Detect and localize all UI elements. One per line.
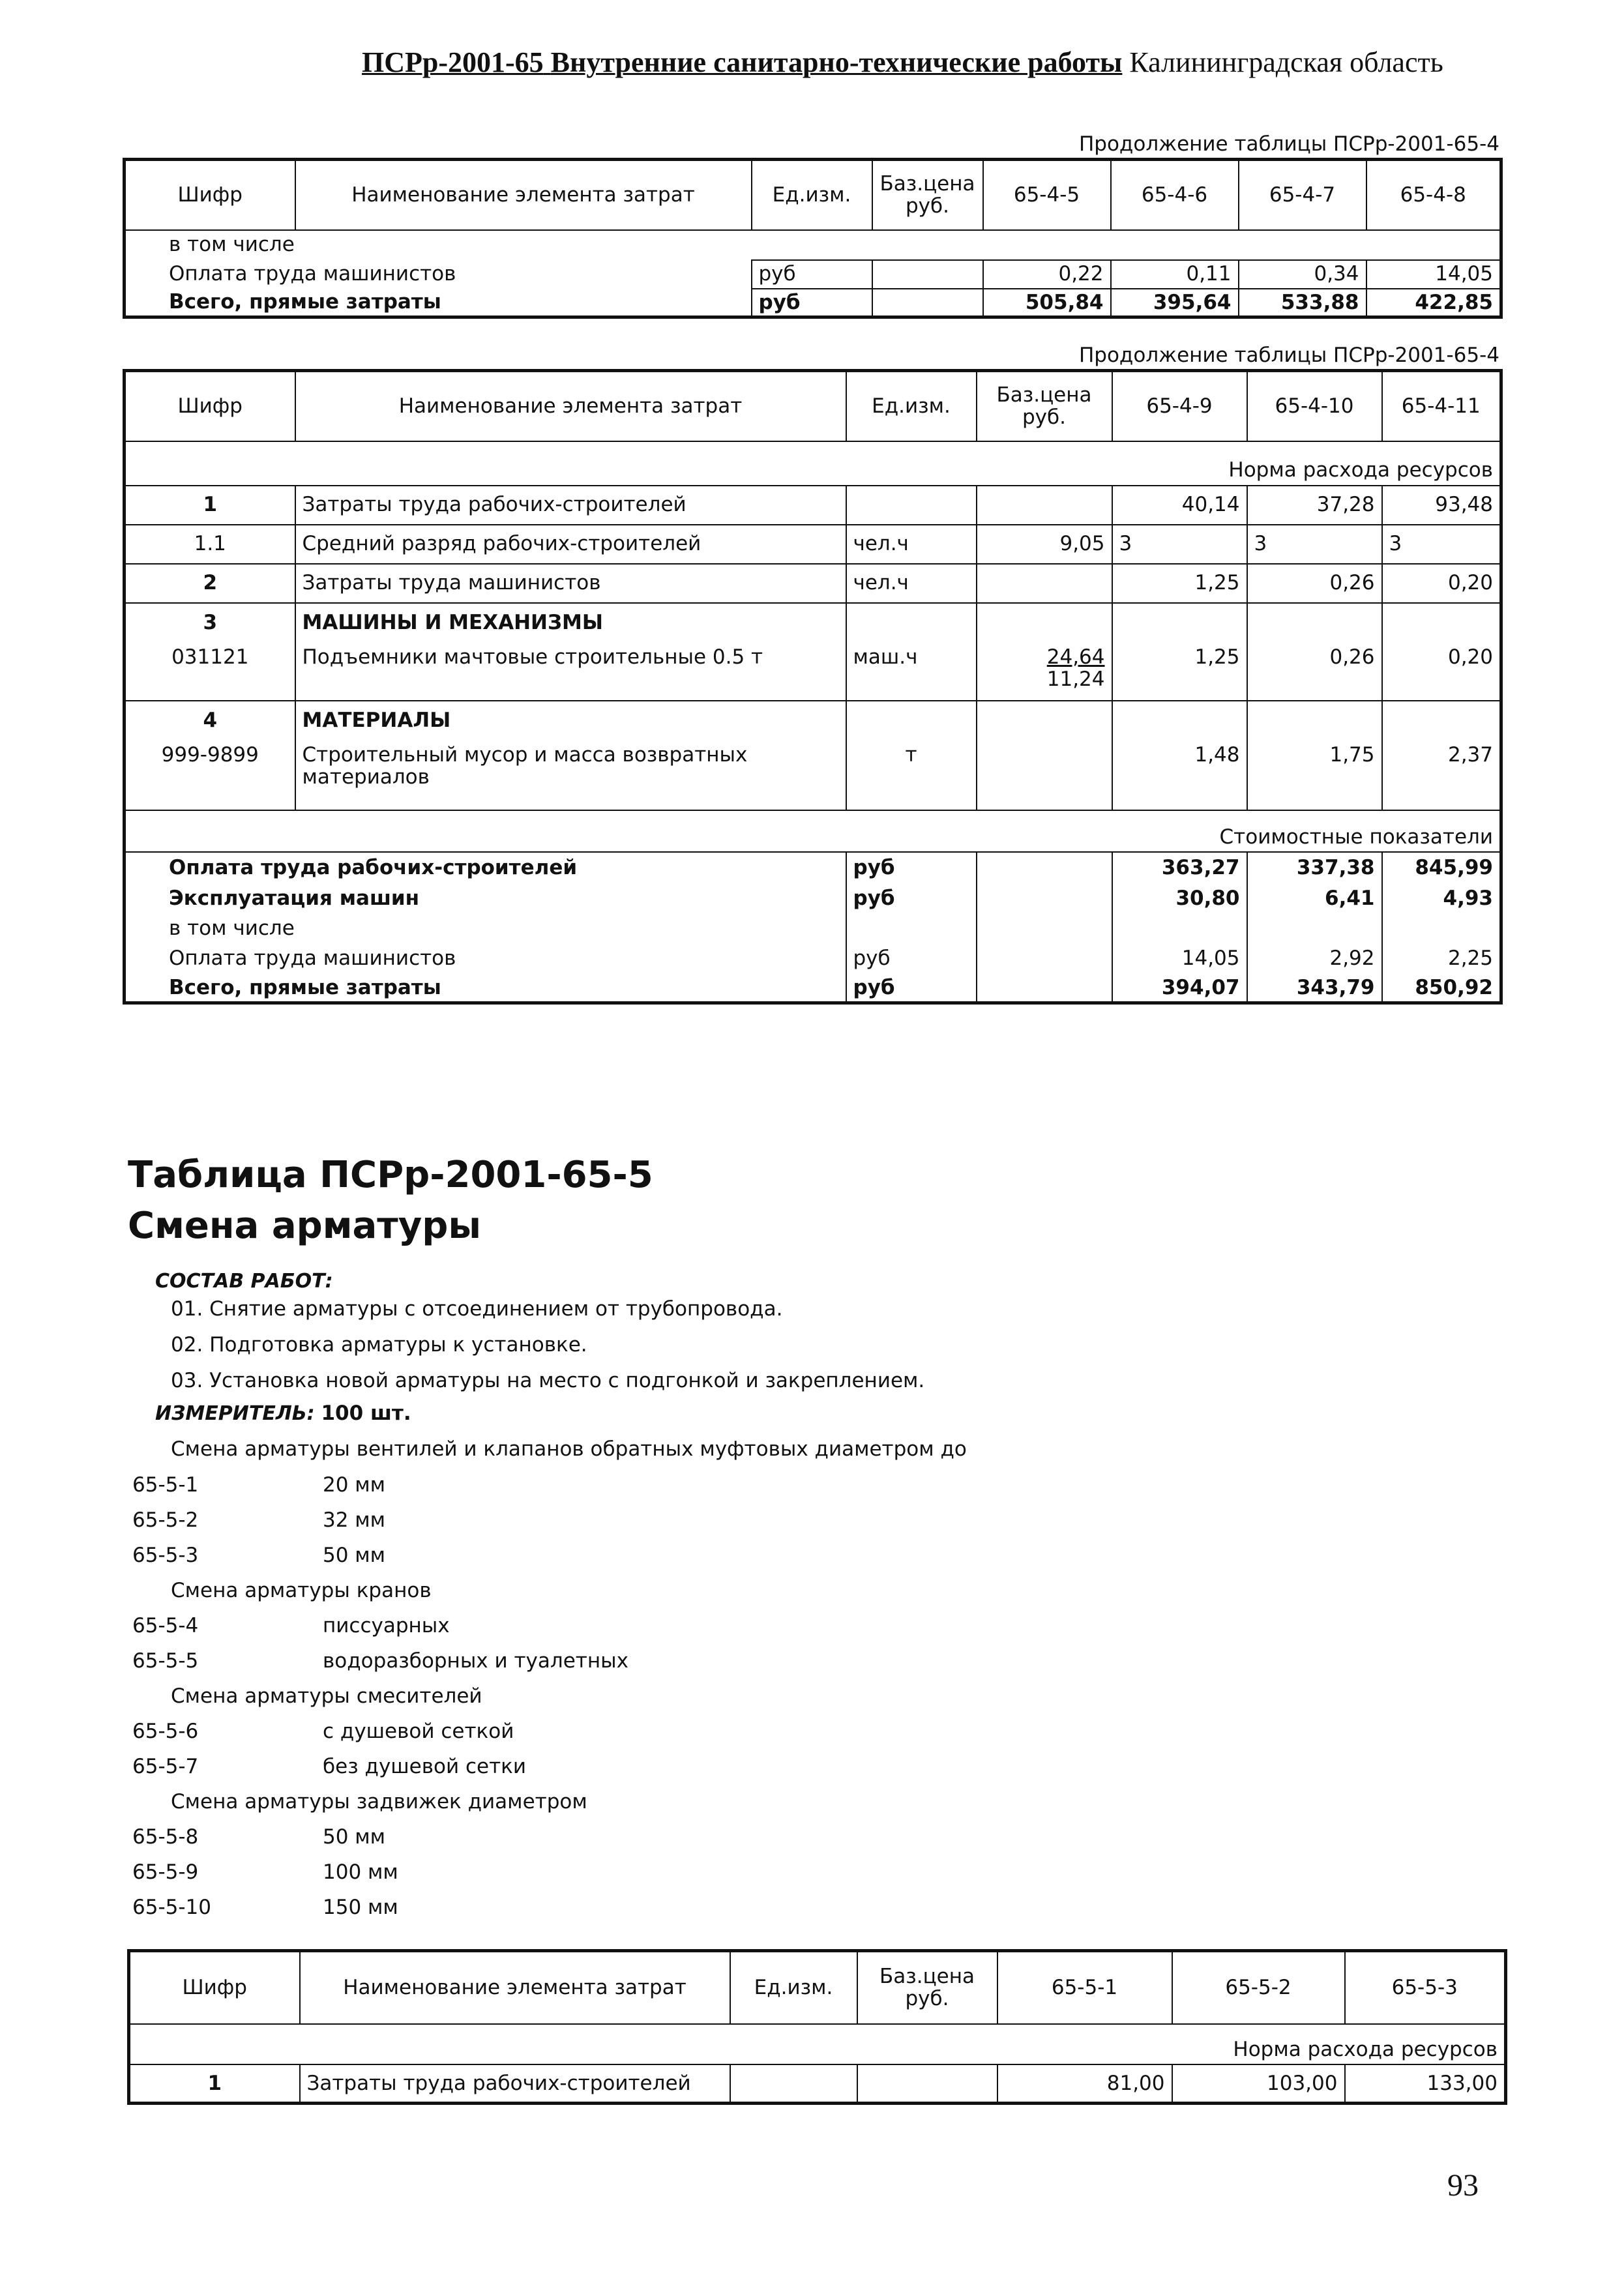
row-unit [846,915,977,943]
item-label: водоразборных и туалетных [323,1649,628,1673]
row-name: Затраты труда рабочих-строителей [295,486,846,525]
row-price [977,975,1112,1003]
row-name: Затраты труда рабочих-строителей [300,2064,730,2104]
row-price [977,943,1112,975]
row-code: 4 [125,701,295,740]
item-label: 32 мм [323,1508,386,1532]
item-label: с душевой сеткой [323,1720,514,1743]
section-subtitle: Смена арматуры [128,1205,481,1247]
work-item: 03. Установка новой арматуры на место с подгонкой и закреплением. [171,1369,925,1392]
table-row [125,740,1501,810]
item-code: 65-5-10 [132,1896,211,1919]
measure-line [155,1402,411,1425]
table3 [127,1949,1507,2105]
row-code: 1 [129,2064,300,2104]
cell-value: 363,27 [1112,852,1247,883]
table-row [125,603,1501,642]
table-row [125,701,1501,740]
row-unit: руб [752,260,872,289]
cell-value: 0,11 [1111,260,1239,289]
th-price: Баз.цена руб. [857,1951,997,2024]
cell-value: 40,14 [1112,486,1247,525]
row-name: Оплата труда машинистов [125,943,846,975]
cell-value: 850,92 [1382,975,1501,1003]
cell-value: 422,85 [1366,289,1501,317]
cell-value: 81,00 [997,2064,1172,2104]
row-code: 1 [125,486,295,525]
cell-value: 3 [1112,525,1247,564]
item-code: 65-5-2 [132,1508,199,1532]
table-row [129,2064,1506,2104]
th-col: 65-4-8 [1366,160,1501,230]
row-unit: чел.ч [846,564,977,603]
cell-value: 2,37 [1382,740,1501,810]
cell-value: 395,64 [1111,289,1239,317]
th-col: 65-4-10 [1247,371,1382,441]
row-unit: руб [846,883,977,915]
cell-value [1382,603,1501,642]
table-row [125,975,1501,1003]
page-number: 93 [1447,2168,1479,2203]
row-unit: руб [752,289,872,317]
cell-value [1112,915,1247,943]
row-unit [846,603,977,642]
table-row [125,852,1501,883]
th-unit: Ед.изм. [752,160,872,230]
th-col: 65-4-7 [1239,160,1366,230]
item-label: без душевой сетки [323,1755,527,1778]
item-label: 50 мм [323,1544,386,1567]
table-row [125,642,1501,701]
row-name: в том числе [125,915,846,943]
th-price: Баз.цена руб. [872,160,983,230]
group-heading: Смена арматуры смесителей [171,1684,482,1708]
group-heading: Смена арматуры кранов [171,1579,432,1602]
region: Калининградская область [1129,46,1443,78]
th-code: Шифр [125,371,295,441]
cell-value: 14,05 [1366,260,1501,289]
table1 [123,158,1503,319]
row-price [977,852,1112,883]
spacer [125,810,1501,823]
th-col: 65-4-9 [1112,371,1247,441]
cell-value: 0,34 [1239,260,1366,289]
cell-value: 0,20 [1382,642,1501,701]
row-unit [730,2064,857,2104]
cell-value: 30,80 [1112,883,1247,915]
row-unit: маш.ч [846,642,977,701]
item-code: 65-5-1 [132,1473,199,1497]
cell-value: 2,92 [1247,943,1382,975]
cost-label: Стоимостные показатели [125,823,1501,852]
works-label: СОСТАВ РАБОТ: [155,1270,333,1293]
cell-value: 93,48 [1382,486,1501,525]
th-col: 65-4-6 [1111,160,1239,230]
item-code: 65-5-3 [132,1544,199,1567]
cell-value: 533,88 [1239,289,1366,317]
cell-value: 103,00 [1172,2064,1345,2104]
row-unit: руб [846,943,977,975]
cell-value: 2,25 [1382,943,1501,975]
row-price [977,486,1112,525]
row-name: Всего, прямые затраты [125,975,846,1003]
row-name: Оплата труда рабочих-строителей [125,852,846,883]
doc-code: ПСРр-2001-65 [362,46,544,78]
row-price [977,564,1112,603]
row-code: 999-9899 [125,740,295,810]
th-unit: Ед.изм. [730,1951,857,2024]
cell-value: 0,20 [1382,564,1501,603]
table-row [125,230,1501,260]
row-name: Эксплуатация машин [125,883,846,915]
row-price: 9,05 [977,525,1112,564]
work-item: 02. Подготовка арматуры к установке. [171,1333,587,1357]
row-price [977,883,1112,915]
row-unit [846,701,977,740]
row-price [977,603,1112,642]
norm-label: Норма расхода ресурсов [125,456,1501,486]
item-code: 65-5-7 [132,1755,199,1778]
cell-value: 37,28 [1247,486,1382,525]
spacer [125,441,1501,456]
th-col: 65-4-11 [1382,371,1501,441]
item-code: 65-5-5 [132,1649,199,1673]
cell-value: 394,07 [1112,975,1247,1003]
item-label: писсуарных [323,1614,450,1637]
section-title: Таблица ПСРр-2001-65-5 [128,1154,653,1196]
table-row [125,943,1501,975]
item-label: 100 мм [323,1860,398,1884]
cell-value [1112,701,1247,740]
item-code: 65-5-8 [132,1825,199,1849]
row-code: 2 [125,564,295,603]
th-name: Наименование элемента затрат [295,160,752,230]
row-name: Средний разряд рабочих-строителей [295,525,846,564]
cell-value: 1,75 [1247,740,1382,810]
row-price [977,915,1112,943]
th-col: 65-5-1 [997,1951,1172,2024]
table-row [125,915,1501,943]
th-code: Шифр [125,160,295,230]
item-label: 50 мм [323,1825,386,1849]
cell-value: 6,41 [1247,883,1382,915]
table2 [123,369,1503,1005]
spacer [129,2024,1506,2036]
cell-value: 14,05 [1112,943,1247,975]
cell-value [1247,701,1382,740]
price-second: 11,24 [1046,667,1105,691]
table-row [125,564,1501,603]
table1-caption: Продолжение таблицы ПСРр-2001-65-4 [1078,132,1499,156]
row-code: 1.1 [125,525,295,564]
th-unit: Ед.изм. [846,371,977,441]
norm-label: Норма расхода ресурсов [129,2036,1506,2064]
th-col: 65-5-3 [1345,1951,1506,2024]
row-price [977,701,1112,740]
cell-value: 3 [1382,525,1501,564]
cell-value: 0,26 [1247,564,1382,603]
row-unit: руб [846,852,977,883]
row-code: 031121 [125,642,295,701]
group-heading: Смена арматуры задвижек диаметром [171,1790,587,1813]
row-price [872,260,983,289]
th-code: Шифр [129,1951,300,2024]
th-name: Наименование элемента затрат [295,371,846,441]
row-name: Всего, прямые затраты [125,289,752,317]
th-name: Наименование элемента затрат [300,1951,730,2024]
cell-value: 1,48 [1112,740,1247,810]
table-row [125,883,1501,915]
th-col: 65-4-5 [983,160,1111,230]
table-row [125,289,1501,317]
row-unit: т [846,740,977,810]
row-name: Строительный мусор и масса возвратных материалов [295,740,846,810]
cell-value: 343,79 [1247,975,1382,1003]
row-price [857,2064,997,2104]
table-row [125,260,1501,289]
measure-label: ИЗМЕРИТЕЛЬ: [155,1402,315,1425]
work-item: 01. Снятие арматуры с отсоединением от трубопровода. [171,1297,783,1321]
row-name: Затраты труда машинистов [295,564,846,603]
item-code: 65-5-4 [132,1614,199,1637]
th-price: Баз.цена руб. [977,371,1112,441]
item-code: 65-5-6 [132,1720,199,1743]
cell-value: 4,93 [1382,883,1501,915]
cell-value: 133,00 [1345,2064,1506,2104]
item-label: 20 мм [323,1473,386,1497]
doc-title: Внутренние санитарно-технические работы [550,46,1123,78]
measure-value: 100 шт. [321,1402,411,1425]
row-price [977,642,1112,701]
row-name: МАТЕРИАЛЫ [295,701,846,740]
running-header [362,46,1516,79]
cell-value [1382,915,1501,943]
th-col: 65-5-2 [1172,1951,1345,2024]
cell-value: 337,38 [1247,852,1382,883]
table-row [125,525,1501,564]
table2-caption: Продолжение таблицы ПСРр-2001-65-4 [1078,344,1499,367]
price-base: 24,64 [1046,645,1105,669]
row-price [977,740,1112,810]
row-name: в том числе [125,230,1501,260]
row-unit [846,486,977,525]
row-name: МАШИНЫ И МЕХАНИЗМЫ [295,603,846,642]
row-unit: руб [846,975,977,1003]
group-heading: Смена арматуры вентилей и клапанов обратных муфтовых диаметром до [171,1437,967,1461]
cell-value [1112,603,1247,642]
cell-value: 0,22 [983,260,1111,289]
cell-value: 845,99 [1382,852,1501,883]
row-price [872,289,983,317]
cell-value: 0,26 [1247,642,1382,701]
item-label: 150 мм [323,1896,398,1919]
cell-value: 1,25 [1112,564,1247,603]
cell-value: 3 [1247,525,1382,564]
cell-value: 1,25 [1112,642,1247,701]
cell-value [1382,701,1501,740]
row-name: Оплата труда машинистов [125,260,752,289]
table-row [125,486,1501,525]
cell-value [1247,603,1382,642]
cell-value: 505,84 [983,289,1111,317]
cell-value [1247,915,1382,943]
item-code: 65-5-9 [132,1860,199,1884]
row-code: 3 [125,603,295,642]
row-unit: чел.ч [846,525,977,564]
row-name: Подъемники мачтовые строительные 0.5 т [295,642,846,701]
